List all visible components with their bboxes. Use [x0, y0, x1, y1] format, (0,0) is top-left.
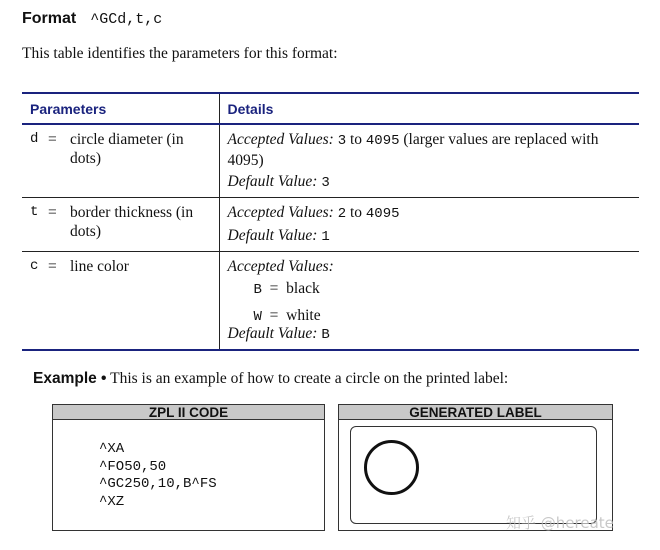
- default-value-text: B: [321, 327, 330, 343]
- equals-sign: =: [48, 258, 57, 275]
- option-code: B: [253, 282, 262, 298]
- example-label: Example •: [33, 370, 107, 387]
- parameters-table: [22, 92, 639, 351]
- accepted-label: Accepted Values:: [227, 131, 334, 148]
- generated-label-title: GENERATED LABEL: [339, 405, 612, 420]
- equals-sign: =: [48, 131, 57, 148]
- param-cell: [22, 124, 219, 198]
- accepted-values: [228, 130, 632, 170]
- equals-sign: =: [48, 204, 57, 221]
- details-cell: [219, 124, 639, 198]
- code-line: ^XA: [99, 441, 125, 457]
- details-cell: [219, 198, 639, 252]
- accepted-note: (larger values are replaced with 4095): [227, 131, 599, 169]
- accepted-label: Accepted Values:: [227, 258, 334, 275]
- table-row: [22, 252, 639, 351]
- zpl-code-box: [52, 404, 325, 531]
- default-label: Default Value:: [227, 325, 318, 342]
- details-cell: [219, 252, 639, 351]
- param-name: d: [30, 131, 39, 147]
- default-value: [228, 324, 632, 345]
- code-line: ^XZ: [99, 493, 125, 510]
- equals-sign: =: [269, 280, 279, 297]
- format-line: [22, 10, 162, 28]
- printed-label: [350, 426, 597, 524]
- param-description: border thickness (in dots): [70, 204, 194, 240]
- default-value: [228, 226, 632, 247]
- header-parameters: Parameters: [22, 93, 219, 124]
- param-name: t: [30, 204, 39, 220]
- accepted-min: 3: [337, 133, 347, 149]
- accepted-label: Accepted Values:: [227, 204, 334, 221]
- option-item: [254, 276, 632, 303]
- example-text: This is an example of how to create a circle on the printed label:: [110, 370, 509, 387]
- option-code: W: [253, 309, 262, 325]
- default-value: [228, 172, 632, 193]
- param-cell: [22, 252, 219, 351]
- header-details: Details: [219, 93, 639, 124]
- table-row: [22, 198, 639, 252]
- code-line: ^GC250,10,B^FS: [99, 476, 217, 492]
- option-name: black: [286, 280, 320, 297]
- param-name: c: [30, 258, 39, 274]
- default-label: Default Value:: [227, 227, 318, 244]
- default-value-text: 3: [321, 175, 330, 191]
- default-value-text: 1: [321, 229, 330, 245]
- to-word: to: [349, 131, 363, 148]
- default-label: Default Value:: [227, 173, 318, 190]
- accepted-max: 4095: [365, 206, 400, 222]
- param-description: circle diameter (in dots): [70, 131, 184, 167]
- format-command: ^GCd,t,c: [90, 11, 163, 28]
- option-name: white: [286, 307, 321, 324]
- table-header-row: [22, 93, 639, 124]
- zpl-code-title: ZPL II CODE: [53, 405, 324, 420]
- format-label: Format: [22, 10, 77, 27]
- table-row: [22, 124, 639, 198]
- accepted-max: 4095: [365, 133, 400, 149]
- intro-text: This table identifies the parameters for this format:: [22, 45, 338, 62]
- code-line: ^FO50,50: [99, 458, 167, 475]
- watermark: 知乎 @hereate: [506, 514, 614, 532]
- circle-graphic: [364, 440, 419, 495]
- example-line: [33, 370, 508, 388]
- param-description: line color: [70, 258, 129, 275]
- zpl-code-lines: [99, 441, 217, 511]
- param-cell: [22, 198, 219, 252]
- to-word: to: [349, 204, 363, 221]
- accepted-values: [228, 203, 632, 224]
- accepted-min: 2: [337, 206, 347, 222]
- equals-sign: =: [269, 307, 279, 324]
